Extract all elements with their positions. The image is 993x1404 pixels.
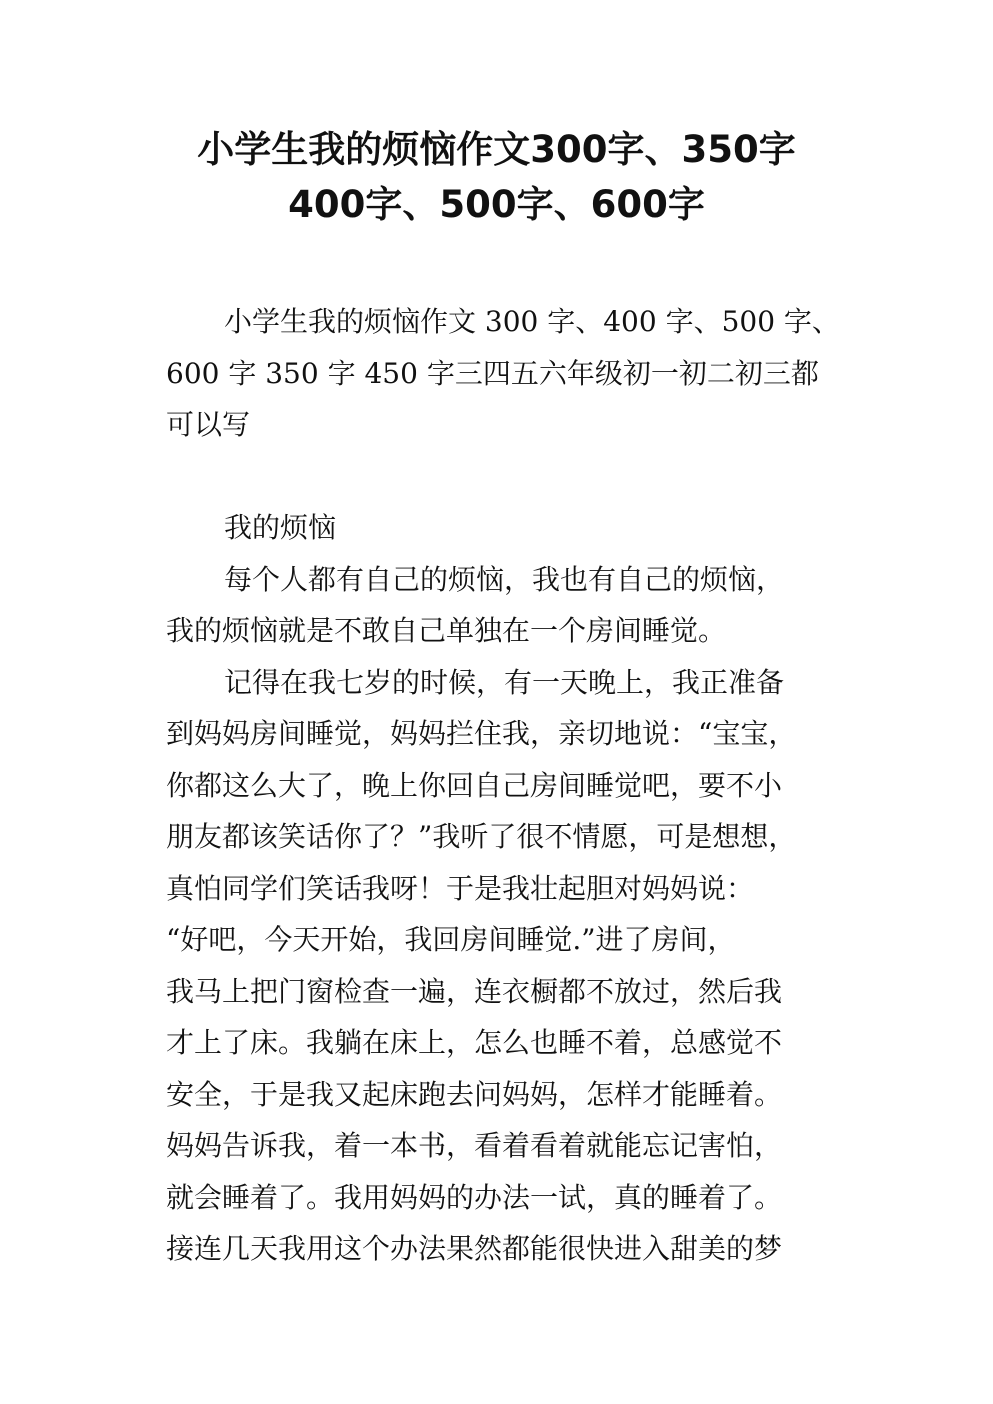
essay-line-11: 安全，于是我又起床跑去问妈妈，怎样才能睡着。	[166, 1077, 783, 1111]
essay-title: 我的烦恼	[224, 511, 337, 544]
document-title	[0, 122, 993, 232]
essay-line-9: 我马上把门窗检查一遍，连衣橱都不放过，然后我	[166, 974, 783, 1008]
essay-line-1: 每个人都有自己的烦恼，我也有自己的烦恼，	[224, 562, 785, 596]
essay-line-6: 朋友都该笑话你了？”我听了很不情愿，可是想想，	[166, 820, 797, 853]
essay-line-14: 接连几天我用这个办法果然都能很快进入甜美的梦	[166, 1232, 783, 1265]
intro-line-2: 600 字 350 字 450 字三四五六年级初一初二初三都	[166, 356, 819, 390]
title-line-1: 小学生我的烦恼作文300字、350字	[197, 128, 796, 171]
intro-line-1: 小学生我的烦恼作文 300 字、400 字、500 字、	[224, 305, 840, 338]
essay-line-13: 就会睡着了。我用妈妈的办法一试，真的睡着了。	[166, 1180, 783, 1214]
essay-line-7: 真怕同学们笑话我呀！于是我壮起胆对妈妈说：	[166, 871, 755, 905]
intro-paragraph	[166, 296, 846, 451]
essay-line-3: 记得在我七岁的时候，有一天晚上，我正准备	[224, 665, 785, 699]
essay-line-12: 妈妈告诉我，着一本书，看着看着就能忘记害怕，	[166, 1129, 783, 1162]
intro-line-3: 可以写	[166, 408, 251, 441]
essay-line-5: 你都这么大了，晚上你回自己房间睡觉吧，要不小	[166, 768, 783, 802]
essay-line-2: 我的烦恼就是不敢自己单独在一个房间睡觉。	[166, 614, 727, 647]
essay-body	[166, 502, 846, 1275]
title-line-2: 400字、500字、600字	[288, 183, 705, 226]
essay-line-8: “好吧，今天开始，我回房间睡觉.”进了房间，	[166, 923, 736, 956]
essay-line-10: 才上了床。我躺在床上，怎么也睡不着，总感觉不	[166, 1026, 783, 1059]
essay-line-4: 到妈妈房间睡觉，妈妈拦住我，亲切地说：“宝宝，	[166, 717, 797, 750]
